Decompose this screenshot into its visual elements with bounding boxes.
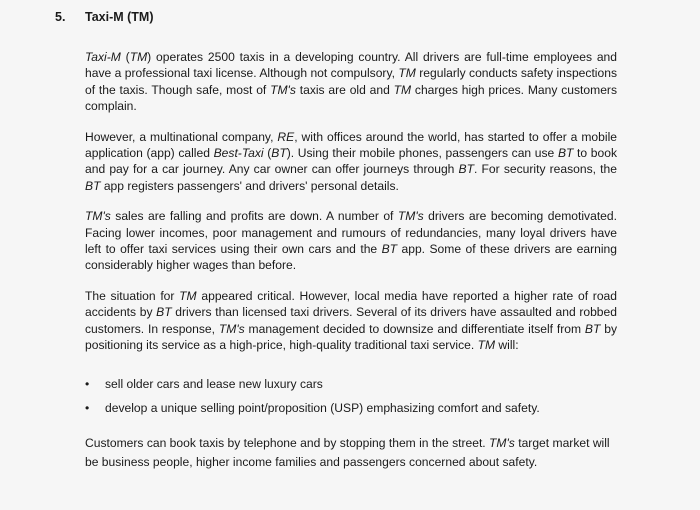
- italic-term: BT: [156, 305, 172, 320]
- text-run: sales are falling and profits are down. A number of: [110, 209, 398, 224]
- italic-term: TM: [179, 288, 197, 303]
- text-run: to book and pay for a car journey. Any car owner can offer journeys through: [85, 146, 618, 177]
- paragraph: [85, 49, 617, 115]
- text-run: management decided to downsize and differentiate itself from: [244, 321, 585, 336]
- italic-term: TM's: [85, 209, 111, 224]
- final-paragraph: [85, 434, 617, 472]
- italic-term: BT: [85, 178, 101, 193]
- bullet-marker: •: [85, 400, 90, 415]
- text-run: regularly conducts safety inspections of the taxis. Though safe, most of: [85, 66, 617, 97]
- italic-term: BT: [458, 162, 475, 177]
- italic-term: BT: [381, 242, 398, 257]
- text-run: charges high prices. Many customers complain.: [85, 82, 617, 114]
- italic-term: BT: [557, 146, 574, 161]
- paragraph: [85, 288, 617, 354]
- bullet-text: sell older cars and lease new luxury cars: [105, 376, 323, 391]
- italic-term: TM: [398, 66, 416, 81]
- italic-term: BT: [584, 321, 601, 336]
- text-run: Customers can book taxis by telephone and by stopping them in the street.: [85, 435, 490, 450]
- bullet-text: develop a unique selling point/proposition (USP) emphasizing comfort and safety.: [105, 400, 540, 415]
- text-run: . For security reasons, the: [474, 162, 617, 177]
- bullet-item: [85, 400, 617, 416]
- bullet-marker: •: [85, 376, 90, 391]
- text-run: taxis are old and: [295, 82, 394, 97]
- italic-term: TM: [129, 50, 148, 64]
- bullet-item: [85, 376, 617, 392]
- text-run: target market will be business people, higher income families and passengers concerned about safety.: [85, 435, 610, 469]
- text-run: However, a multinational company,: [85, 129, 278, 144]
- italic-term: Best-Taxi: [213, 146, 264, 161]
- text-run: app. Some of these drivers are earning considerably higher wages than before.: [85, 242, 617, 273]
- text-run: app registers passengers' and drivers' personal details.: [100, 178, 399, 193]
- italic-term: TM's: [218, 321, 245, 336]
- text-run: ) operates 2500 taxis in a developing country. All drivers are full-time employees and have a professional taxi license. Although not compulsory,: [85, 50, 618, 81]
- paragraph: [85, 208, 617, 274]
- italic-term: TM: [477, 338, 496, 353]
- text-run: will:: [495, 338, 519, 353]
- text-run: drivers than licensed taxi drivers. Several of its drivers have assaulted and robbed customers. In response,: [85, 305, 617, 336]
- text-run: (: [120, 50, 130, 64]
- case-study-body: [85, 49, 617, 486]
- italic-term: Taxi-M: [85, 50, 121, 64]
- italic-term: TM's: [270, 82, 296, 97]
- bullet-list: [85, 376, 617, 416]
- text-run: ). Using their mobile phones, passengers can use: [286, 146, 558, 161]
- paragraph: [85, 129, 617, 195]
- text-run: appeared critical. However, local media have reported a higher rate of road accidents by: [85, 288, 618, 320]
- question-number: 5.: [55, 10, 66, 24]
- question-title: Taxi-M (TM): [85, 10, 154, 24]
- text-run: by positioning its service as a high-price, high-quality traditional taxi service.: [85, 321, 617, 353]
- italic-term: TM's: [489, 435, 515, 450]
- italic-term: TM: [393, 82, 412, 97]
- italic-term: TM's: [397, 209, 424, 224]
- text-run: drivers are becoming demotivated. Facing lower incomes, poor management and rumours of redundancies, many loyal drivers have left to offer taxi services using their own cars and the: [85, 209, 617, 257]
- text-run: The situation for: [85, 288, 180, 303]
- italic-term: BT: [271, 146, 287, 161]
- italic-term: RE: [277, 129, 295, 144]
- text-run: , with offices around the world, has started to offer a mobile application (app) called: [85, 129, 617, 161]
- text-run: (: [263, 146, 272, 161]
